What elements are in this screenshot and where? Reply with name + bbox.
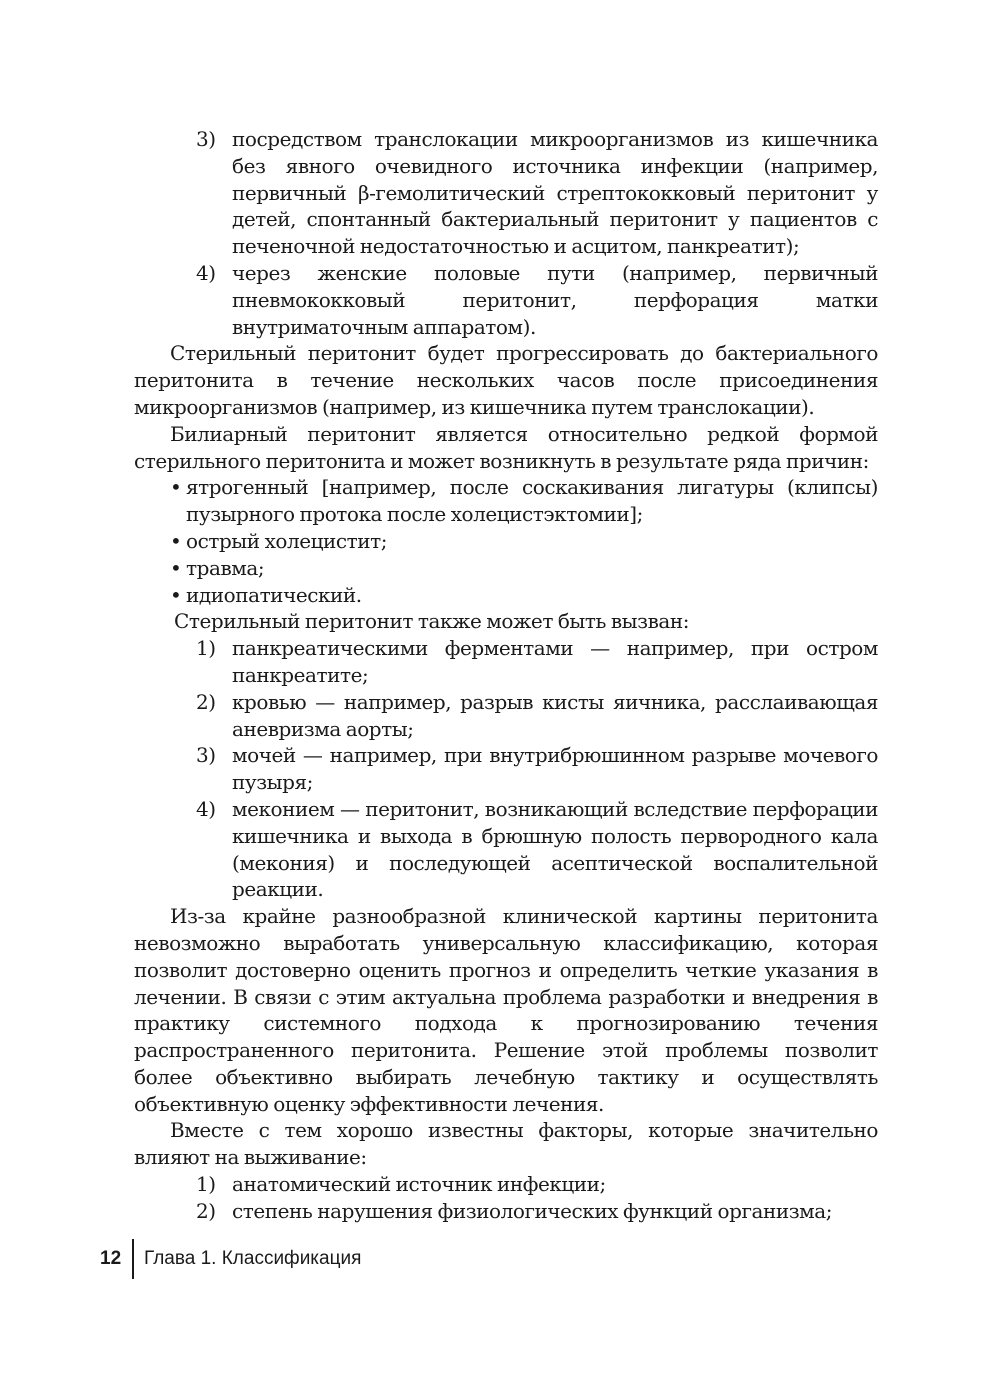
- list-item-text: кровью — например, разрыв кисты яичника, расслаивающая аневризма аорты;: [232, 689, 878, 741]
- bullet-text: травма;: [186, 555, 265, 580]
- list-item: [134, 126, 878, 260]
- list-item: [134, 260, 878, 340]
- bullet-item: [134, 528, 878, 555]
- list-item-text: степень нарушения физиологических функций организма;: [232, 1198, 833, 1223]
- chapter-title: Глава 1. Классификация: [144, 1248, 362, 1269]
- bullet-item: [134, 474, 878, 528]
- list-number: 4): [196, 796, 216, 821]
- list-item-text: посредством транслокации микроорганизмов из кишечника без явного очевидного источника инфекции (например, первичный β-гемолитический стрептококковый перитонит у детей, спонтанный бактериальный перитонит у пациентов с печеночной недостаточностью и асцитом, панкреатит);: [232, 127, 878, 259]
- list-item-text: через женские половые пути (например, первичный пневмококковый перитонит, перфорация матки внутриматочным аппаратом).: [232, 260, 878, 339]
- list-item-text: мочей — например, при внутрибрюшинном разрыве мочевого пузыря;: [232, 743, 878, 795]
- paragraph: Вместе с тем хорошо известны факторы, которые значительно влияют на выживание:: [134, 1118, 878, 1170]
- bullet-item: [134, 555, 878, 582]
- bullet-icon: •: [170, 555, 182, 580]
- footer-divider: [132, 1239, 134, 1279]
- bullet-text: ятрогенный [например, после соскакивания лигатуры (клипсы) пузырного протока после холецистэктомии];: [186, 475, 878, 527]
- list-item: [134, 1198, 878, 1225]
- list-item: [134, 796, 878, 903]
- paragraph: Стерильный перитонит также может быть вызван:: [174, 609, 690, 634]
- list-item: [134, 742, 878, 796]
- list-number: 1): [196, 636, 216, 661]
- bullet-icon: •: [170, 582, 182, 607]
- list-number: 2): [196, 1198, 216, 1223]
- list-item-text: панкреатическими ферментами — например, при остром панкреатите;: [232, 636, 878, 687]
- bullet-item: [134, 582, 878, 609]
- paragraph: Билиарный перитонит является относительно редкой формой стерильного перитонита и может возникнуть в результате ряда причин:: [134, 421, 878, 473]
- list-item: [134, 635, 878, 689]
- paragraph: Из-за крайне разнообразной клинической картины перитонита невозможно выработать универсальную классификацию, которая позволит достоверно оценить прогноз и определить четкие указания в лечении. В связи с этим актуальна проблема разработки и внедрения в практику системного подхода к прогнозированию течения распространенного перитонита. Решение этой проблемы позволит более объективно выбирать лечебную тактику и осуществлять объективную оценку эффективности лечения.: [134, 904, 878, 1116]
- list-item-text: анатомический источник инфекции;: [232, 1172, 606, 1197]
- bullet-text: острый холецистит;: [186, 528, 388, 553]
- list-item-text: меконием — перитонит, возникающий вследствие перфорации кишечника и выхода в брюшную полость первородного кала (мекония) и последующей асептической воспалительной реакции.: [232, 796, 878, 902]
- list-item: [134, 1171, 878, 1198]
- list-number: 2): [196, 689, 216, 714]
- page-number: 12: [100, 1248, 122, 1269]
- bullet-text: идиопатический.: [186, 582, 362, 607]
- bullet-icon: •: [170, 528, 182, 553]
- list-number: 3): [196, 743, 216, 768]
- page-footer: [100, 1240, 361, 1278]
- paragraph: Стерильный перитонит будет прогрессировать до бактериального перитонита в течение нескольких часов после присоединения микроорганизмов (например, из кишечника путем транслокации).: [134, 341, 878, 419]
- body-text: [134, 126, 878, 1225]
- list-number: 4): [196, 260, 216, 285]
- list-number: 3): [196, 127, 216, 151]
- list-item: [134, 689, 878, 743]
- list-number: 1): [196, 1172, 216, 1197]
- bullet-icon: •: [170, 475, 182, 500]
